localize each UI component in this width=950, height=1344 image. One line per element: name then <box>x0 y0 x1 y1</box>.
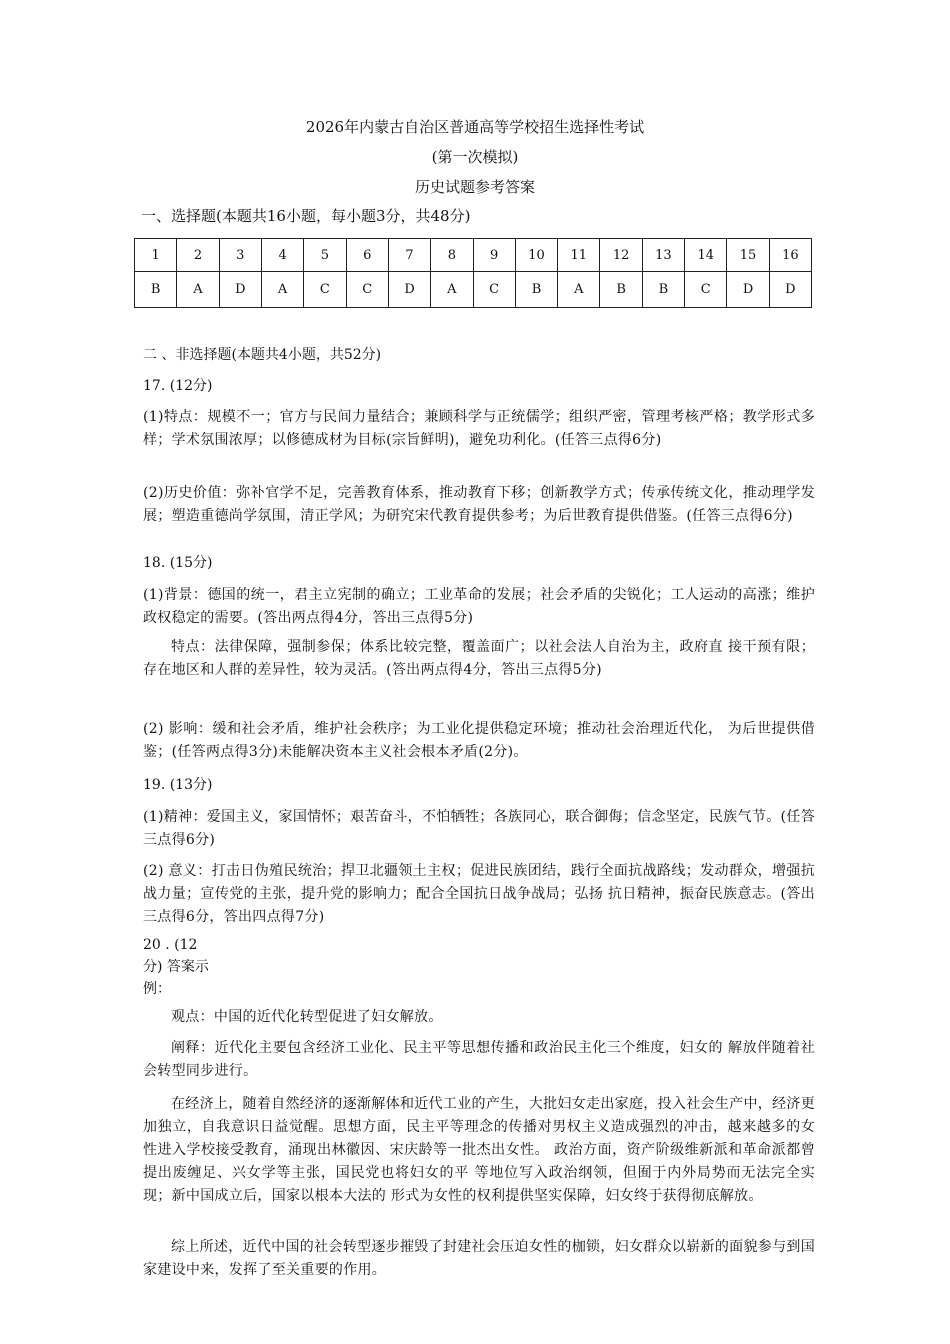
q20-explanation: 阐释：近代化主要包含经济工业化、民主平等思想传播和政治民主化三个维度，妇女的 解放伴随着社会转型同步进行。 <box>143 1040 815 1079</box>
q18-answer-2: (2) 影响：缓和社会矛盾，维护社会秩序；为工业化提供稳定环境；推动社会治理近代化， 为后世提供借鉴；(任答两点得3分)未能解决资本主义社会根本矛盾(2分)。 <box>143 721 815 760</box>
table-cell: 13 <box>642 239 684 272</box>
q19-label: 19. (13分) <box>143 777 213 793</box>
table-cell: B <box>600 272 642 308</box>
table-cell: 2 <box>177 239 219 272</box>
q20-viewpoint: 观点：中国的近代化转型促进了妇女解放。 <box>171 1009 443 1025</box>
section1-heading: 一、选择题(本题共16小题，每小题3分，共48分) <box>141 207 471 225</box>
table-cell: 3 <box>219 239 261 272</box>
table-cell: 9 <box>473 239 515 272</box>
table-cell: C <box>685 272 727 308</box>
q17-answer-2: (2)历史价值：弥补官学不足，完善教育体系，推动教育下移；创新教学方式；传承传统文化，推动理学发展；塑造重德尚学氛围，清正学风；为研究宋代教育提供参考；为后世教育提供借鉴。(任答三点得6分) <box>143 485 815 524</box>
table-cell: A <box>431 272 473 308</box>
exam-title: 2026年内蒙古自治区普通高等学校招生选择性考试 <box>305 118 645 136</box>
q20-conclusion: 综上所述，近代中国的社会转型逐步摧毁了封建社会压迫女性的枷锁，妇女群众以崭新的面貌参与到国家建设中来，发挥了至关重要的作用。 <box>143 1239 815 1278</box>
table-cell: 1 <box>135 239 177 272</box>
table-cell: 11 <box>558 239 600 272</box>
table-cell: B <box>642 272 684 308</box>
q19-answer-2: (2) 意义：打击日伪殖民统治；捍卫北疆领土主权；促进民族团结，践行全面抗战路线；发动群众，增强抗战力量；宣传党的主张，提升党的影响力；配合全国抗日战争战局；弘扬 抗日精神，振奋民族意志。(答出三点得6分，答出四点得7分) <box>143 863 815 925</box>
table-cell: 16 <box>769 239 811 272</box>
table-cell: 15 <box>727 239 769 272</box>
section2-heading: 二 、非选择题(本题共4小题，共52分) <box>143 347 382 363</box>
table-cell: D <box>388 272 430 308</box>
table-cell: 7 <box>388 239 430 272</box>
answer-table <box>134 238 812 308</box>
table-cell: 12 <box>600 239 642 272</box>
q20-body: 在经济上，随着自然经济的逐渐解体和近代工业的产生，大批妇女走出家庭，投入社会生产中，经济更加独立，自我意识日益觉醒。思想方面，民主平等理念的传播对男权主义造成强烈的冲击，越来越多的女性进入学校接受教育，涌现出林徽因、宋庆龄等一批杰出女性。 政治方面，资产阶级维新派和革命派都曾提出废缠足、兴女学等主张，国民党也将妇女的平 等地位写入政治纲领，但囿于内外局势而无法完全实现；新中国成立后，国家以根本大法的 形式为女性的权利提供坚实保障，妇女终于获得彻底解放。 <box>143 1096 815 1204</box>
table-cell: 4 <box>261 239 303 272</box>
q17-answer-1: (1)特点：规模不一；官方与民间力量结合；兼顾科学与正统儒学；组织严密，管理考核严格；教学形式多样；学术氛围浓厚；以修德成材为目标(宗旨鲜明)，避免功利化。(任答三点得6分) <box>143 409 815 448</box>
table-cell: D <box>219 272 261 308</box>
table-cell: 6 <box>346 239 388 272</box>
table-cell: 14 <box>685 239 727 272</box>
table-cell: D <box>727 272 769 308</box>
table-cell: A <box>177 272 219 308</box>
table-cell: A <box>261 272 303 308</box>
q18-label: 18. (15分) <box>143 555 213 571</box>
table-cell: B <box>135 272 177 308</box>
table-cell: 5 <box>304 239 346 272</box>
table-cell: C <box>473 272 515 308</box>
q18-answer-1: (1)背景：德国的统一，君主立宪制的确立；工业革命的发展；社会矛盾的尖锐化；工人运动的高涨；维护政权稳定的需要。(答出两点得4分，答出三点得5分) <box>143 587 815 626</box>
q20-label-2: 分) 答案示 <box>143 959 209 975</box>
q20-label-3: 例： <box>143 981 171 997</box>
table-cell: B <box>515 272 557 308</box>
table-cell: A <box>558 272 600 308</box>
answer-row <box>135 272 812 308</box>
table-cell: D <box>769 272 811 308</box>
document-title: 历史试题参考答案 <box>414 178 535 196</box>
q17-label: 17. (12分) <box>143 378 213 394</box>
question-number-row <box>135 239 812 272</box>
table-cell: 8 <box>431 239 473 272</box>
table-cell: C <box>304 272 346 308</box>
q20-label-1: 20 . (12 <box>143 937 198 953</box>
table-cell: C <box>346 272 388 308</box>
q18-answer-features: 特点：法律保障，强制参保；体系比较完整，覆盖面广；以社会法人自治为主，政府直 接干预有限；存在地区和人群的差异性，较为灵活。(答出两点得4分，答出三点得5分) <box>143 639 815 678</box>
q19-answer-1: (1)精神：爱国主义，家国情怀；艰苦奋斗，不怕牺牲；各族同心，联合御侮；信念坚定，民族气节。(任答三点得6分) <box>143 809 815 848</box>
exam-subtitle: (第一次模拟) <box>431 148 519 166</box>
table-cell: 10 <box>515 239 557 272</box>
